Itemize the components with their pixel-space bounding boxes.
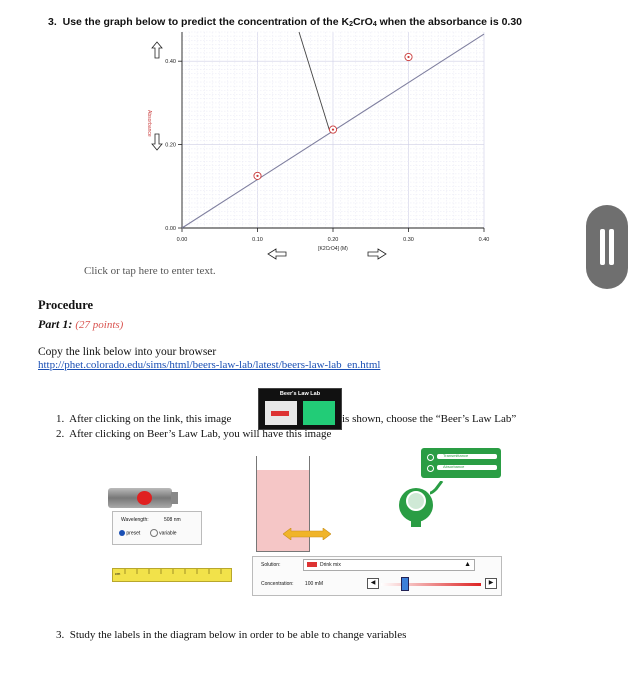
solution-color-swatch: [307, 562, 317, 567]
step-1-text: 1. After clicking on the link, this image: [56, 413, 232, 425]
step-1-text-cont: is shown, choose the “Beer’s Law Lab”: [342, 413, 517, 425]
x-tick-label: 0.20: [327, 237, 339, 243]
detector-probe[interactable]: [396, 481, 444, 529]
right-arrow-icon: [368, 249, 386, 259]
absorbance-graph: [140, 26, 510, 264]
transmittance-radio[interactable]: [427, 454, 434, 461]
copy-instruction: Copy the link below into your browser: [38, 346, 217, 358]
step-2-text: 2. After clicking on Beer’s Law Lab, you will have this image: [56, 428, 332, 440]
absorbance-radio[interactable]: [427, 465, 434, 472]
points-label: (27 points): [75, 319, 124, 331]
thumbnail-title: Beer's Law Lab: [279, 391, 321, 397]
scroll-handle[interactable]: [586, 205, 628, 289]
x-axis-title: [K2CrO4] (M): [318, 246, 348, 252]
solution-label: Solution:: [261, 562, 281, 568]
increase-button[interactable]: ▶: [485, 578, 497, 589]
x-tick-label: 0.10: [252, 237, 263, 243]
transmittance-label: Transmittance: [443, 453, 469, 458]
ruler[interactable]: [112, 568, 232, 582]
wavelength-panel: [112, 511, 202, 545]
part-label: Part 1:: [38, 317, 73, 331]
y-tick-label: 0.20: [165, 142, 176, 149]
phet-link[interactable]: http://phet.colorado.edu/sims/html/beers-law-lab/latest/beers-law-lab_en.html: [38, 359, 381, 371]
concentration-slider-track[interactable]: [381, 583, 481, 586]
chevron-down-icon: ▲: [464, 561, 471, 568]
detector-meter: [421, 448, 501, 478]
thumbnail-sim-right: [303, 401, 335, 425]
scroll-handle-grip-right: [609, 229, 614, 265]
part-1-heading: [38, 317, 123, 332]
solution-control-panel: [252, 556, 502, 596]
concentration-row: [261, 581, 323, 587]
question-3-prompt: 3. Use the graph below to predict the concentration of the K2CrO4 when the absorbance is 0.30: [48, 16, 523, 28]
data-point-center: [256, 175, 258, 177]
answer-text-field[interactable]: Click or tap here to enter text.: [84, 265, 216, 277]
wavelength-mode-row: [119, 529, 177, 537]
variable-radio[interactable]: [150, 529, 158, 537]
beers-law-lab-thumbnail: [258, 388, 342, 430]
light-source-tip: [171, 492, 178, 504]
concentration-value: 100 mM: [304, 581, 323, 587]
data-point-center: [407, 56, 409, 58]
concentration-slider-thumb[interactable]: [401, 577, 409, 591]
scroll-handle-grip-left: [600, 229, 605, 265]
down-arrow-icon: [152, 134, 162, 150]
cuvette-empty-space: [257, 456, 309, 470]
x-tick-label: 0.30: [403, 237, 414, 243]
x-tick-label: 0.40: [478, 237, 490, 243]
decrease-button[interactable]: ◀: [367, 578, 379, 589]
variable-label: variable: [159, 530, 177, 537]
question-3b-text: 3. Study the labels in the diagram below in order to be able to change variables: [56, 629, 407, 641]
y-tick-label: 0.00: [165, 226, 176, 232]
ruler-label: cm: [115, 571, 121, 576]
wavelength-value: 508 nm: [164, 517, 181, 523]
cuvette-width-drag-arrow[interactable]: [283, 528, 331, 540]
preset-radio[interactable]: [119, 530, 125, 536]
thumbnail-sim-left: [265, 401, 297, 425]
y-axis-title: Absorbance: [146, 110, 152, 137]
wavelength-label: Wavelength:: [121, 517, 149, 523]
x-tick-label: 0.00: [176, 237, 188, 243]
y-tick-label: 0.40: [165, 59, 176, 66]
procedure-heading: Procedure: [38, 298, 94, 312]
ruler-ticks: [113, 569, 231, 581]
light-source-button[interactable]: [137, 491, 152, 505]
up-arrow-icon: [152, 42, 162, 58]
absorbance-label: Absorbance: [443, 464, 465, 469]
concentration-label: Concentration:: [261, 581, 294, 587]
preset-label: preset: [126, 530, 141, 537]
solution-dropdown[interactable]: [303, 559, 475, 571]
wavelength-row: [121, 517, 181, 523]
solution-value: Drink mix: [320, 562, 341, 568]
data-point-center: [332, 128, 334, 130]
solution-row: [261, 562, 280, 568]
left-arrow-icon: [268, 249, 286, 259]
light-source: [108, 488, 172, 508]
annotation-line: [299, 32, 329, 130]
